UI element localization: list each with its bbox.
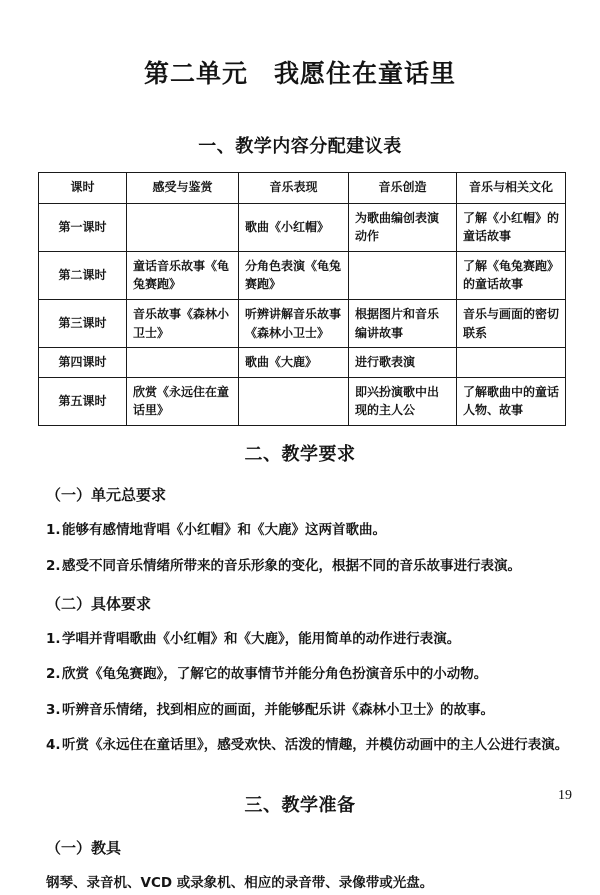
cell-lesson: 第二课时	[39, 251, 127, 299]
cell-lesson: 第四课时	[39, 348, 127, 378]
cell-lesson: 第五课时	[39, 377, 127, 425]
cell-culture: 了解《小红帽》的童话故事	[457, 203, 566, 251]
page-number: 19	[558, 788, 572, 803]
column-header-lesson: 课时	[39, 172, 127, 203]
cell-expression	[239, 377, 349, 425]
cell-creation: 根据图片和音乐编讲故事	[349, 300, 457, 348]
subheading-teaching-aids: （一）教具	[46, 838, 122, 857]
cell-expression: 歌曲《大鹿》	[239, 348, 349, 378]
cell-appreciation: 欣赏《永远住在童话里》	[127, 377, 239, 425]
list-item-number: 2.	[46, 557, 61, 574]
cell-culture: 了解歌曲中的童话人物、故事	[457, 377, 566, 425]
list-item	[0, 520, 600, 542]
subheading-specific-requirements: （二）具体要求	[46, 595, 152, 614]
column-header-appreciation: 感受与鉴赏	[127, 172, 239, 203]
cell-appreciation: 音乐故事《森林小卫士》	[127, 300, 239, 348]
column-header-culture: 音乐与相关文化	[457, 172, 566, 203]
list-item-text: 听赏《永远住在童话里》，感受欢快、活泼的情趣，并模仿动画中的主人公进行表演。	[62, 737, 569, 754]
cell-expression: 听辨讲解音乐故事《森林小卫士》	[239, 300, 349, 348]
table-row	[39, 203, 566, 251]
list-item-text: 学唱并背唱歌曲《小红帽》和《大鹿》，能用简单的动作进行表演。	[62, 631, 461, 648]
section-heading-teaching-content: 一、教学内容分配建议表	[198, 136, 402, 158]
list-item-number: 1.	[46, 631, 61, 648]
section-heading-teaching-requirements: 二、教学要求	[244, 443, 356, 465]
cell-lesson: 第一课时	[39, 203, 127, 251]
column-header-creation: 音乐创造	[349, 172, 457, 203]
cell-expression: 分角色表演《龟兔赛跑》	[239, 251, 349, 299]
table-row	[39, 251, 566, 299]
list-item-number: 2.	[46, 666, 61, 683]
list-item-text: 感受不同音乐情绪所带来的音乐形象的变化，根据不同的音乐故事进行表演。	[62, 557, 521, 574]
teaching-plan-table	[38, 172, 566, 426]
list-item-number: 1.	[46, 522, 61, 539]
list-item-number: 3.	[46, 701, 61, 718]
cell-appreciation: 童话音乐故事《龟兔赛跑》	[127, 251, 239, 299]
teaching-aids-text: 钢琴、录音机、VCD 或录象机、相应的录音带、录像带或光盘。	[46, 874, 434, 891]
cell-creation	[349, 251, 457, 299]
cell-culture: 了解《龟兔赛跑》的童话故事	[457, 251, 566, 299]
list-item	[0, 700, 600, 722]
cell-expression: 歌曲《小红帽》	[239, 203, 349, 251]
table-header-row	[39, 172, 566, 203]
list-item	[0, 556, 600, 578]
subheading-general-requirements: （一）单元总要求	[46, 486, 167, 505]
cell-appreciation	[127, 348, 239, 378]
list-item-text: 听辨音乐情绪，找到相应的画面，并能够配乐讲《森林小卫士》的故事。	[62, 701, 494, 718]
list-item-text: 欣赏《龟兔赛跑》，了解它的故事情节并能分角色扮演音乐中的小动物。	[62, 666, 488, 683]
list-item	[0, 664, 600, 686]
cell-culture: 音乐与画面的密切联系	[457, 300, 566, 348]
table-row	[39, 348, 566, 378]
list-item-text: 能够有感情地背唱《小红帽》和《大鹿》这两首歌曲。	[62, 522, 386, 539]
section-heading-teaching-preparation: 三、教学准备	[244, 794, 356, 816]
list-item	[0, 629, 600, 651]
cell-appreciation	[127, 203, 239, 251]
cell-creation: 即兴扮演歌中出现的主人公	[349, 377, 457, 425]
table-row	[39, 300, 566, 348]
cell-creation: 为歌曲编创表演动作	[349, 203, 457, 251]
general-requirements-list	[0, 520, 600, 577]
column-header-expression: 音乐表现	[239, 172, 349, 203]
cell-lesson: 第三课时	[39, 300, 127, 348]
cell-creation: 进行歌表演	[349, 348, 457, 378]
cell-culture	[457, 348, 566, 378]
plan-table-wrapper	[38, 172, 565, 426]
list-item	[0, 735, 600, 757]
unit-title: 第二单元 我愿住在童话里	[143, 59, 456, 88]
list-item-number: 4.	[46, 737, 61, 754]
specific-requirements-list	[0, 629, 600, 757]
table-row	[39, 377, 566, 425]
